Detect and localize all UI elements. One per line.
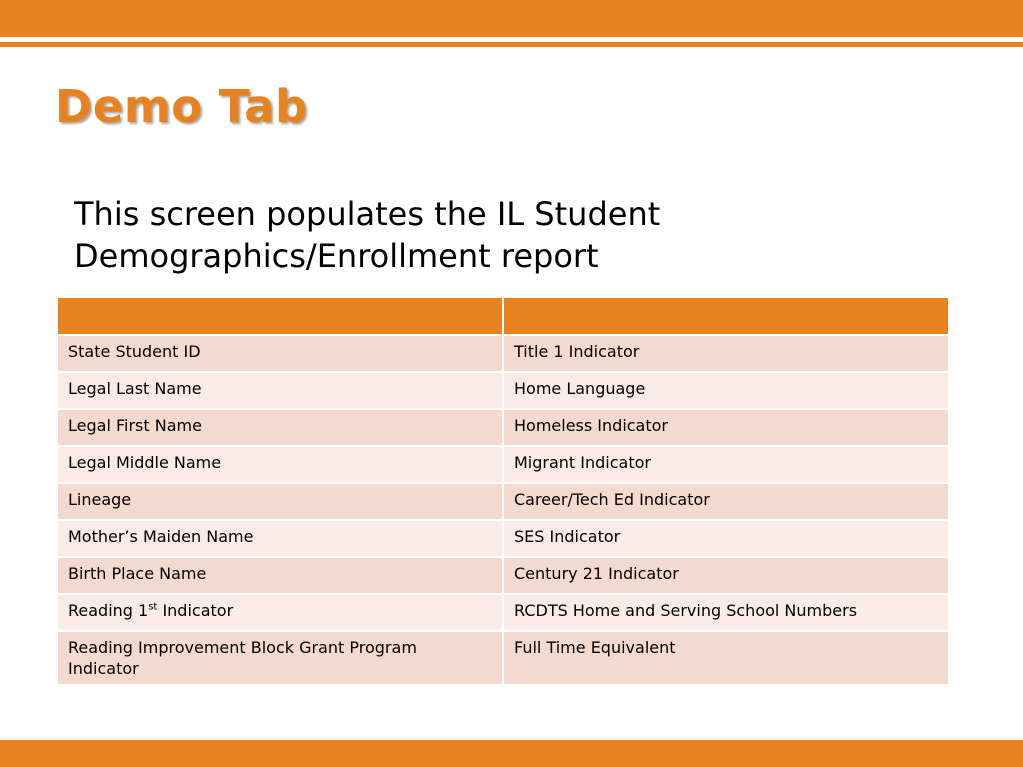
slide-subtitle [74, 193, 834, 277]
table-cell: Title 1 Indicator [503, 335, 948, 372]
demo-fields-table [58, 298, 948, 686]
table-row [58, 557, 948, 594]
table-cell: SES Indicator [503, 520, 948, 557]
table-header-row [58, 298, 948, 335]
table-cell: Home Language [503, 372, 948, 409]
table-cell: Birth Place Name [58, 557, 503, 594]
table-cell: Legal Last Name [58, 372, 503, 409]
table-row [58, 446, 948, 483]
table-cell: State Student ID [58, 335, 503, 372]
table-row [58, 631, 948, 685]
table-cell: Reading Improvement Block Grant Program Indicator [58, 631, 503, 685]
table-cell: Legal Middle Name [58, 446, 503, 483]
cell-text: Indicator [157, 601, 234, 620]
table-header-cell [58, 298, 503, 335]
table-cell: Career/Tech Ed Indicator [503, 483, 948, 520]
table-cell: Legal First Name [58, 409, 503, 446]
top-accent-line [0, 42, 1023, 47]
top-accent-band [0, 0, 1023, 37]
subtitle-line-2: Demographics/Enrollment report [74, 237, 599, 275]
table-row [58, 483, 948, 520]
table-cell [58, 594, 503, 631]
ordinal-suffix: st [148, 601, 158, 613]
subtitle-line-1: This screen populates the IL Student [74, 195, 661, 233]
table-row [58, 335, 948, 372]
table-cell: Mother’s Maiden Name [58, 520, 503, 557]
table-cell: Homeless Indicator [503, 409, 948, 446]
cell-text: Reading 1 [68, 601, 149, 620]
table-row [58, 594, 948, 631]
table-row [58, 372, 948, 409]
table-row [58, 520, 948, 557]
table-cell: Century 21 Indicator [503, 557, 948, 594]
table-row [58, 409, 948, 446]
table-header-cell [503, 298, 948, 335]
slide-title: Demo Tab [55, 80, 308, 133]
table-cell: Migrant Indicator [503, 446, 948, 483]
table-cell: Full Time Equivalent [503, 631, 948, 685]
table-cell: Lineage [58, 483, 503, 520]
bottom-accent-band [0, 740, 1023, 767]
table-cell: RCDTS Home and Serving School Numbers [503, 594, 948, 631]
